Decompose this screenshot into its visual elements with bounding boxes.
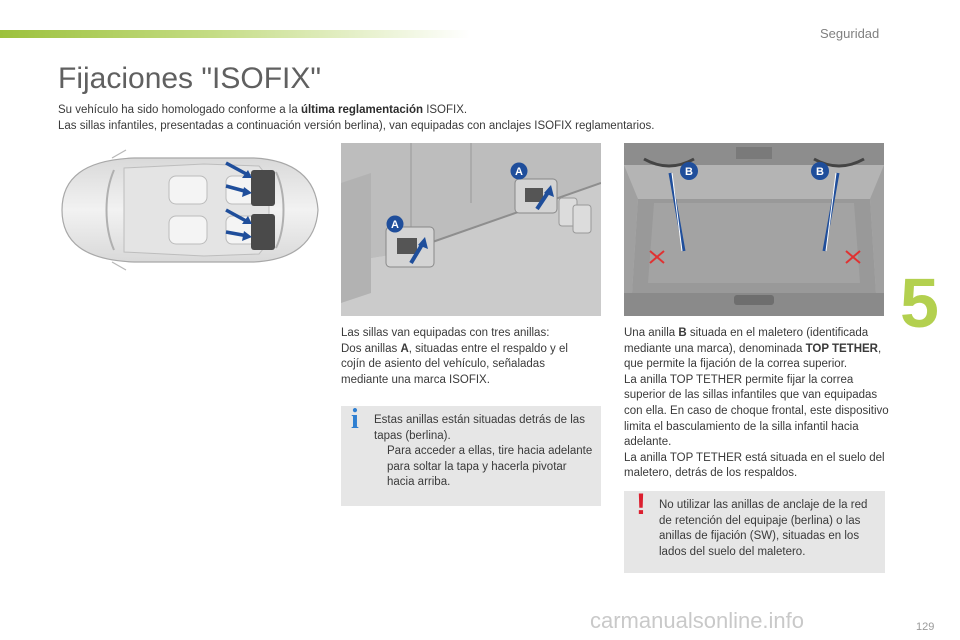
car-top-view-diagram (54, 148, 324, 273)
intro-line-1: Su vehículo ha sido homologado conforme a la última reglamentación ISOFIX. (58, 104, 468, 116)
ring-a-label-left: A (391, 219, 399, 231)
info-note-bullet (374, 444, 593, 491)
rings-count-line: Las sillas van equipadas con tres anillas: (341, 327, 550, 339)
warning-note-text: No utilizar las anillas de anclaje de la red de retención del equipaje (berlina) o las anillas de fijación (SW), situadas en los lados del suelo del maletero. (659, 499, 868, 558)
top-tether-trunk-photo (624, 143, 884, 316)
header-accent-bar (0, 30, 470, 38)
top-tether-description (624, 326, 892, 482)
isofix-rings-description (341, 326, 591, 388)
top-tether-paragraph-2: La anilla TOP TETHER permite fijar la correa superior de las sillas infantiles que van equipadas con ella. En caso de choque frontal, este dispositivo limita el basculamiento de la silla infantil hacia adelante. (624, 373, 889, 449)
page-title: Fijaciones "ISOFIX" (58, 62, 322, 95)
warning-icon: ! (636, 488, 646, 521)
section-label: Seguridad (820, 26, 880, 41)
watermark: carmanualsonline.info (590, 608, 805, 633)
page-number: 129 (916, 621, 935, 633)
info-note-text: Estas anillas están situadas detrás de las tapas (berlina). (374, 414, 585, 442)
info-icon: i (351, 404, 359, 435)
warning-note (624, 488, 885, 573)
ring-b-label-right: B (816, 166, 824, 178)
chapter-number: 5 (900, 264, 939, 342)
intro-line-2: Las sillas infantiles, presentadas a continuación versión berlina), van equipadas con anclajes ISOFIX reglamentarios. (58, 119, 655, 132)
info-note (341, 406, 601, 506)
intro-text (58, 103, 918, 134)
bullet-icon (374, 444, 387, 491)
isofix-rings-photo (341, 143, 601, 316)
top-tether-paragraph-1: Una anilla B situada en el maletero (identificada mediante una marca), denominada TOP TETHER, que permite la fijación de la correa superior. (624, 327, 882, 371)
info-note-bullet-text: Para acceder a ellas, tire hacia adelante para soltar la tapa y hacerla pivotar hacia arriba. (387, 445, 593, 489)
ring-b-label-left: B (685, 166, 693, 178)
top-tether-paragraph-3: La anilla TOP TETHER está situada en el suelo del maletero, detrás de los respaldos. (624, 451, 885, 480)
rings-a-paragraph: Dos anillas A, situadas entre el respaldo y el cojín de asiento del vehículo, señaladas mediante una marca ISOFIX. (341, 342, 568, 386)
ring-a-label-right: A (515, 166, 523, 178)
